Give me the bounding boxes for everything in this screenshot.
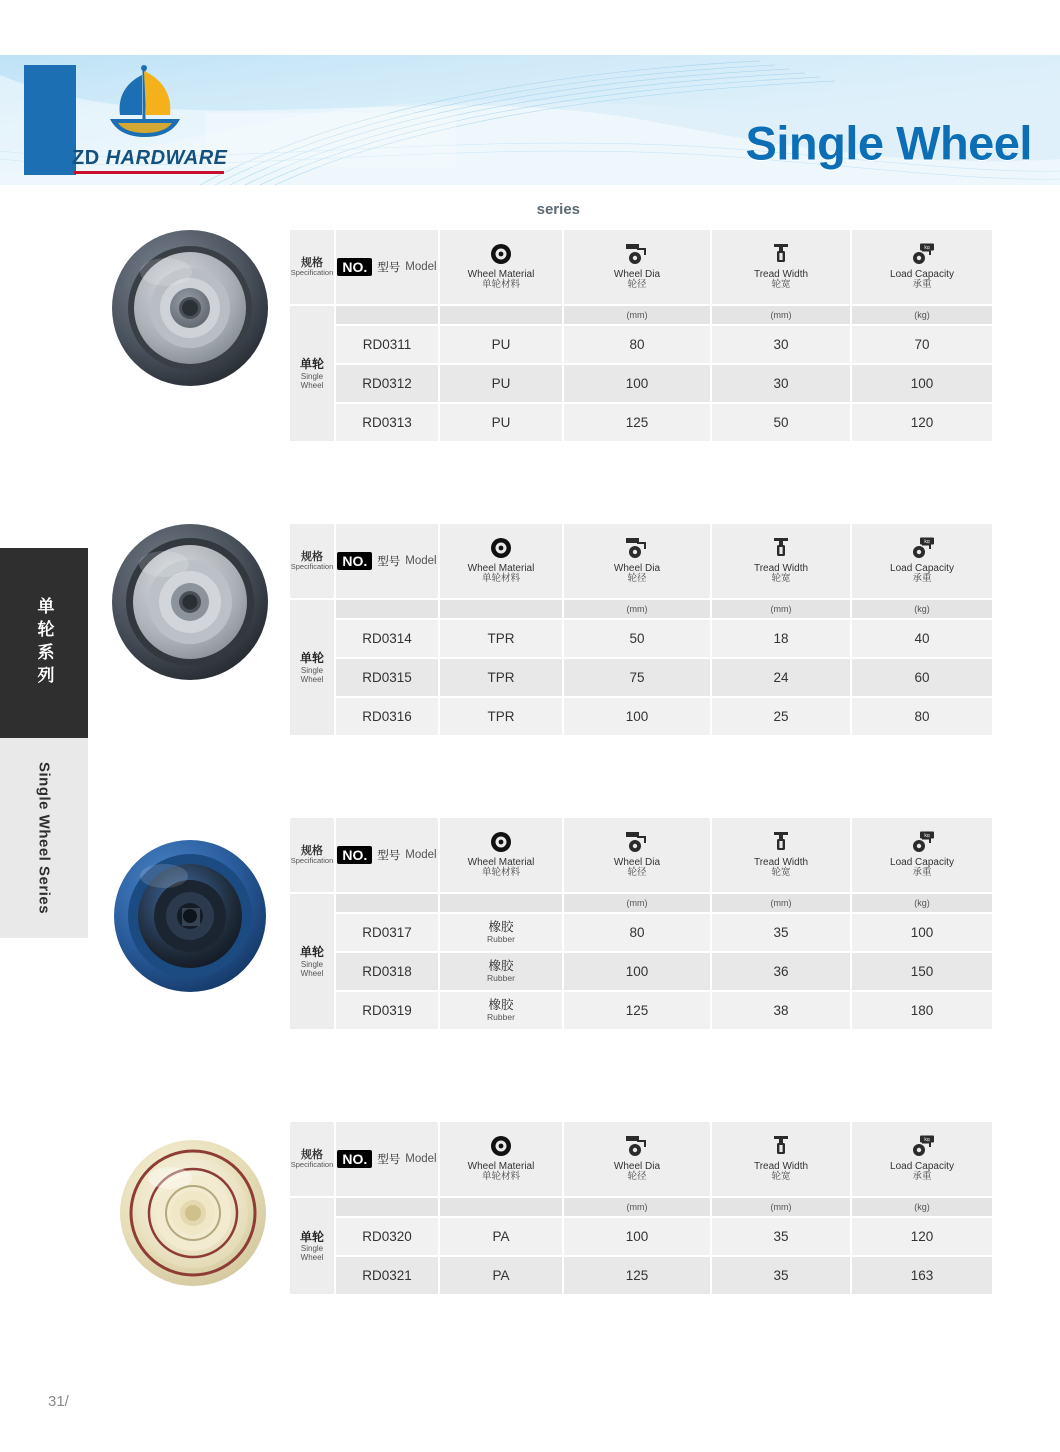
unit-dia: (mm)	[563, 599, 711, 619]
unit-blank-material	[439, 599, 563, 619]
cell-load: 100	[851, 364, 993, 403]
header-load-capacity: kg Load Capacity 承重	[851, 523, 993, 599]
cell-dia: 125	[563, 1256, 711, 1295]
cell-model: RD0319	[335, 991, 439, 1030]
wheel-photo-pa-nylon	[118, 1138, 268, 1288]
cell-material: 橡胶 Rubber	[439, 991, 563, 1030]
unit-blank-model	[335, 893, 439, 913]
cell-dia: 125	[563, 991, 711, 1030]
logo-hardware-text: HARDWARE	[105, 147, 228, 169]
tread-width-icon	[770, 831, 792, 853]
sidebar-tab-chinese	[0, 548, 88, 738]
cell-load: 120	[851, 1217, 993, 1256]
series-cell: 单轮 Single Wheel	[289, 1197, 335, 1295]
cell-tread: 24	[711, 658, 851, 697]
cell-load: 100	[851, 913, 993, 952]
load-capacity-icon	[908, 831, 936, 853]
table-row	[289, 403, 993, 442]
page-title: Single Wheel	[745, 116, 1032, 170]
unit-dia: (mm)	[563, 893, 711, 913]
cell-tread: 35	[711, 913, 851, 952]
wheel-material-icon	[490, 831, 512, 853]
table-row	[289, 1256, 993, 1295]
header-load-capacity: kg Load Capacity 承重	[851, 1121, 993, 1197]
sidebar-tab-english-label: Single Wheel Series	[35, 761, 53, 915]
cell-material: 橡胶 Rubber	[439, 913, 563, 952]
cell-tread: 50	[711, 403, 851, 442]
header-tread-width: Tread Width 轮宽	[711, 817, 851, 893]
cell-load: 80	[851, 697, 993, 736]
cell-model: RD0313	[335, 403, 439, 442]
unit-blank-material	[439, 1197, 563, 1217]
table-header-row	[289, 817, 993, 893]
unit-blank-model	[335, 1197, 439, 1217]
cell-dia: 75	[563, 658, 711, 697]
no-badge: NO.	[337, 1150, 372, 1168]
table-row	[289, 619, 993, 658]
cell-model: RD0318	[335, 952, 439, 991]
cell-dia: 50	[563, 619, 711, 658]
spec-table-3	[288, 816, 994, 1031]
cell-model: RD0317	[335, 913, 439, 952]
svg-text:kg: kg	[924, 1136, 930, 1143]
unit-load: (kg)	[851, 893, 993, 913]
table-header-row	[289, 1121, 993, 1197]
cell-load: 60	[851, 658, 993, 697]
unit-tread: (mm)	[711, 305, 851, 325]
table-row	[289, 952, 993, 991]
cell-dia: 80	[563, 913, 711, 952]
table-unit-row	[289, 599, 993, 619]
cell-model: RD0315	[335, 658, 439, 697]
cell-material: TPR	[439, 697, 563, 736]
unit-dia: (mm)	[563, 1197, 711, 1217]
cell-model: RD0311	[335, 325, 439, 364]
spec-table-4	[288, 1120, 994, 1296]
series-cell: 单轮 Single Wheel	[289, 599, 335, 736]
svg-text:kg: kg	[924, 832, 930, 839]
cell-material: 橡胶 Rubber	[439, 952, 563, 991]
spec-table-1	[288, 228, 994, 443]
tread-width-icon	[770, 243, 792, 265]
cell-dia: 100	[563, 952, 711, 991]
wheel-photo-tpr-grey	[110, 522, 270, 682]
wheel-diameter-icon	[624, 243, 650, 265]
wheel-diameter-icon	[624, 831, 650, 853]
header-wheel-dia: Wheel Dia 轮径	[563, 1121, 711, 1197]
table-unit-row	[289, 1197, 993, 1217]
wheel-material-icon	[490, 537, 512, 559]
unit-blank-model	[335, 599, 439, 619]
load-capacity-icon	[908, 537, 936, 559]
unit-load: (kg)	[851, 599, 993, 619]
cell-load: 120	[851, 403, 993, 442]
logo-zd-text: ZD	[72, 147, 100, 169]
no-badge: NO.	[337, 552, 372, 570]
header-specification: 规格 Specification	[289, 523, 335, 599]
table-row	[289, 913, 993, 952]
header-wheel-dia: Wheel Dia 轮径	[563, 229, 711, 305]
header-wheel-material: Wheel Material 单轮材料	[439, 817, 563, 893]
cell-tread: 35	[711, 1256, 851, 1295]
wheel-diameter-icon	[624, 1135, 650, 1157]
cell-tread: 35	[711, 1217, 851, 1256]
header-model: NO. 型号 Model	[335, 229, 439, 305]
header-tread-width: Tread Width 轮宽	[711, 1121, 851, 1197]
wheel-diameter-icon	[624, 537, 650, 559]
header-model: NO. 型号 Model	[335, 523, 439, 599]
header-load-capacity: kg Load Capacity 承重	[851, 229, 993, 305]
unit-load: (kg)	[851, 305, 993, 325]
cell-material: PU	[439, 364, 563, 403]
logo-underline	[74, 171, 224, 174]
cell-dia: 125	[563, 403, 711, 442]
cell-load: 150	[851, 952, 993, 991]
header-specification: 规格 Specification	[289, 229, 335, 305]
cell-tread: 38	[711, 991, 851, 1030]
cell-material: TPR	[439, 658, 563, 697]
table-row	[289, 991, 993, 1030]
header-wheel-material: Wheel Material 单轮材料	[439, 229, 563, 305]
svg-text:kg: kg	[924, 244, 930, 251]
unit-blank-model	[335, 305, 439, 325]
cell-model: RD0320	[335, 1217, 439, 1256]
header-specification: 规格 Specification	[289, 1121, 335, 1197]
cell-model: RD0321	[335, 1256, 439, 1295]
header-tread-width: Tread Width 轮宽	[711, 229, 851, 305]
table-unit-row	[289, 893, 993, 913]
logo-wordmark	[72, 147, 228, 170]
unit-load: (kg)	[851, 1197, 993, 1217]
series-cell: 单轮 Single Wheel	[289, 305, 335, 442]
table-header-row	[289, 523, 993, 599]
table-row	[289, 697, 993, 736]
tread-width-icon	[770, 1135, 792, 1157]
cell-model: RD0316	[335, 697, 439, 736]
cell-tread: 18	[711, 619, 851, 658]
sidebar-tab-english	[0, 738, 88, 938]
svg-text:kg: kg	[924, 538, 930, 545]
sailboat-logo-icon	[100, 65, 190, 143]
header-wheel-dia: Wheel Dia 轮径	[563, 523, 711, 599]
cell-tread: 36	[711, 952, 851, 991]
cell-dia: 80	[563, 325, 711, 364]
header-wheel-material: Wheel Material 单轮材料	[439, 1121, 563, 1197]
wheel-photo-rubber-blue	[110, 836, 270, 996]
page-banner	[0, 55, 1060, 218]
table-row	[289, 1217, 993, 1256]
brand-logo	[62, 63, 252, 178]
unit-blank-material	[439, 305, 563, 325]
no-badge: NO.	[337, 258, 372, 276]
header-tread-width: Tread Width 轮宽	[711, 523, 851, 599]
table-row	[289, 658, 993, 697]
cell-load: 180	[851, 991, 993, 1030]
cell-load: 40	[851, 619, 993, 658]
wheel-photo-pu-grey	[110, 228, 270, 388]
cell-model: RD0312	[335, 364, 439, 403]
cell-tread: 25	[711, 697, 851, 736]
cell-dia: 100	[563, 1217, 711, 1256]
unit-tread: (mm)	[711, 1197, 851, 1217]
unit-dia: (mm)	[563, 305, 711, 325]
header-wheel-material: Wheel Material 单轮材料	[439, 523, 563, 599]
wheel-material-icon	[490, 243, 512, 265]
table-row	[289, 364, 993, 403]
cell-dia: 100	[563, 364, 711, 403]
cell-material: PU	[439, 403, 563, 442]
table-header-row	[289, 229, 993, 305]
header-model: NO. 型号 Model	[335, 817, 439, 893]
load-capacity-icon	[908, 243, 936, 265]
header-wheel-dia: Wheel Dia 轮径	[563, 817, 711, 893]
series-cell: 单轮 Single Wheel	[289, 893, 335, 1030]
header-load-capacity: kg Load Capacity 承重	[851, 817, 993, 893]
header-model: NO. 型号 Model	[335, 1121, 439, 1197]
banner-series-label: series	[536, 201, 580, 218]
wheel-material-icon	[490, 1135, 512, 1157]
cell-material: TPR	[439, 619, 563, 658]
cell-model: RD0314	[335, 619, 439, 658]
cell-load: 163	[851, 1256, 993, 1295]
cell-dia: 100	[563, 697, 711, 736]
spec-table-2	[288, 522, 994, 737]
cell-material: PU	[439, 325, 563, 364]
page-number: 31/	[48, 1393, 69, 1410]
cell-material: PA	[439, 1217, 563, 1256]
unit-tread: (mm)	[711, 599, 851, 619]
unit-tread: (mm)	[711, 893, 851, 913]
cell-material: PA	[439, 1256, 563, 1295]
no-badge: NO.	[337, 846, 372, 864]
cell-tread: 30	[711, 364, 851, 403]
header-specification: 规格 Specification	[289, 817, 335, 893]
unit-blank-material	[439, 893, 563, 913]
load-capacity-icon	[908, 1135, 936, 1157]
table-row	[289, 325, 993, 364]
table-unit-row	[289, 305, 993, 325]
tread-width-icon	[770, 537, 792, 559]
sidebar-tab-chinese-label: 单轮系列	[34, 597, 54, 689]
cell-tread: 30	[711, 325, 851, 364]
cell-load: 70	[851, 325, 993, 364]
